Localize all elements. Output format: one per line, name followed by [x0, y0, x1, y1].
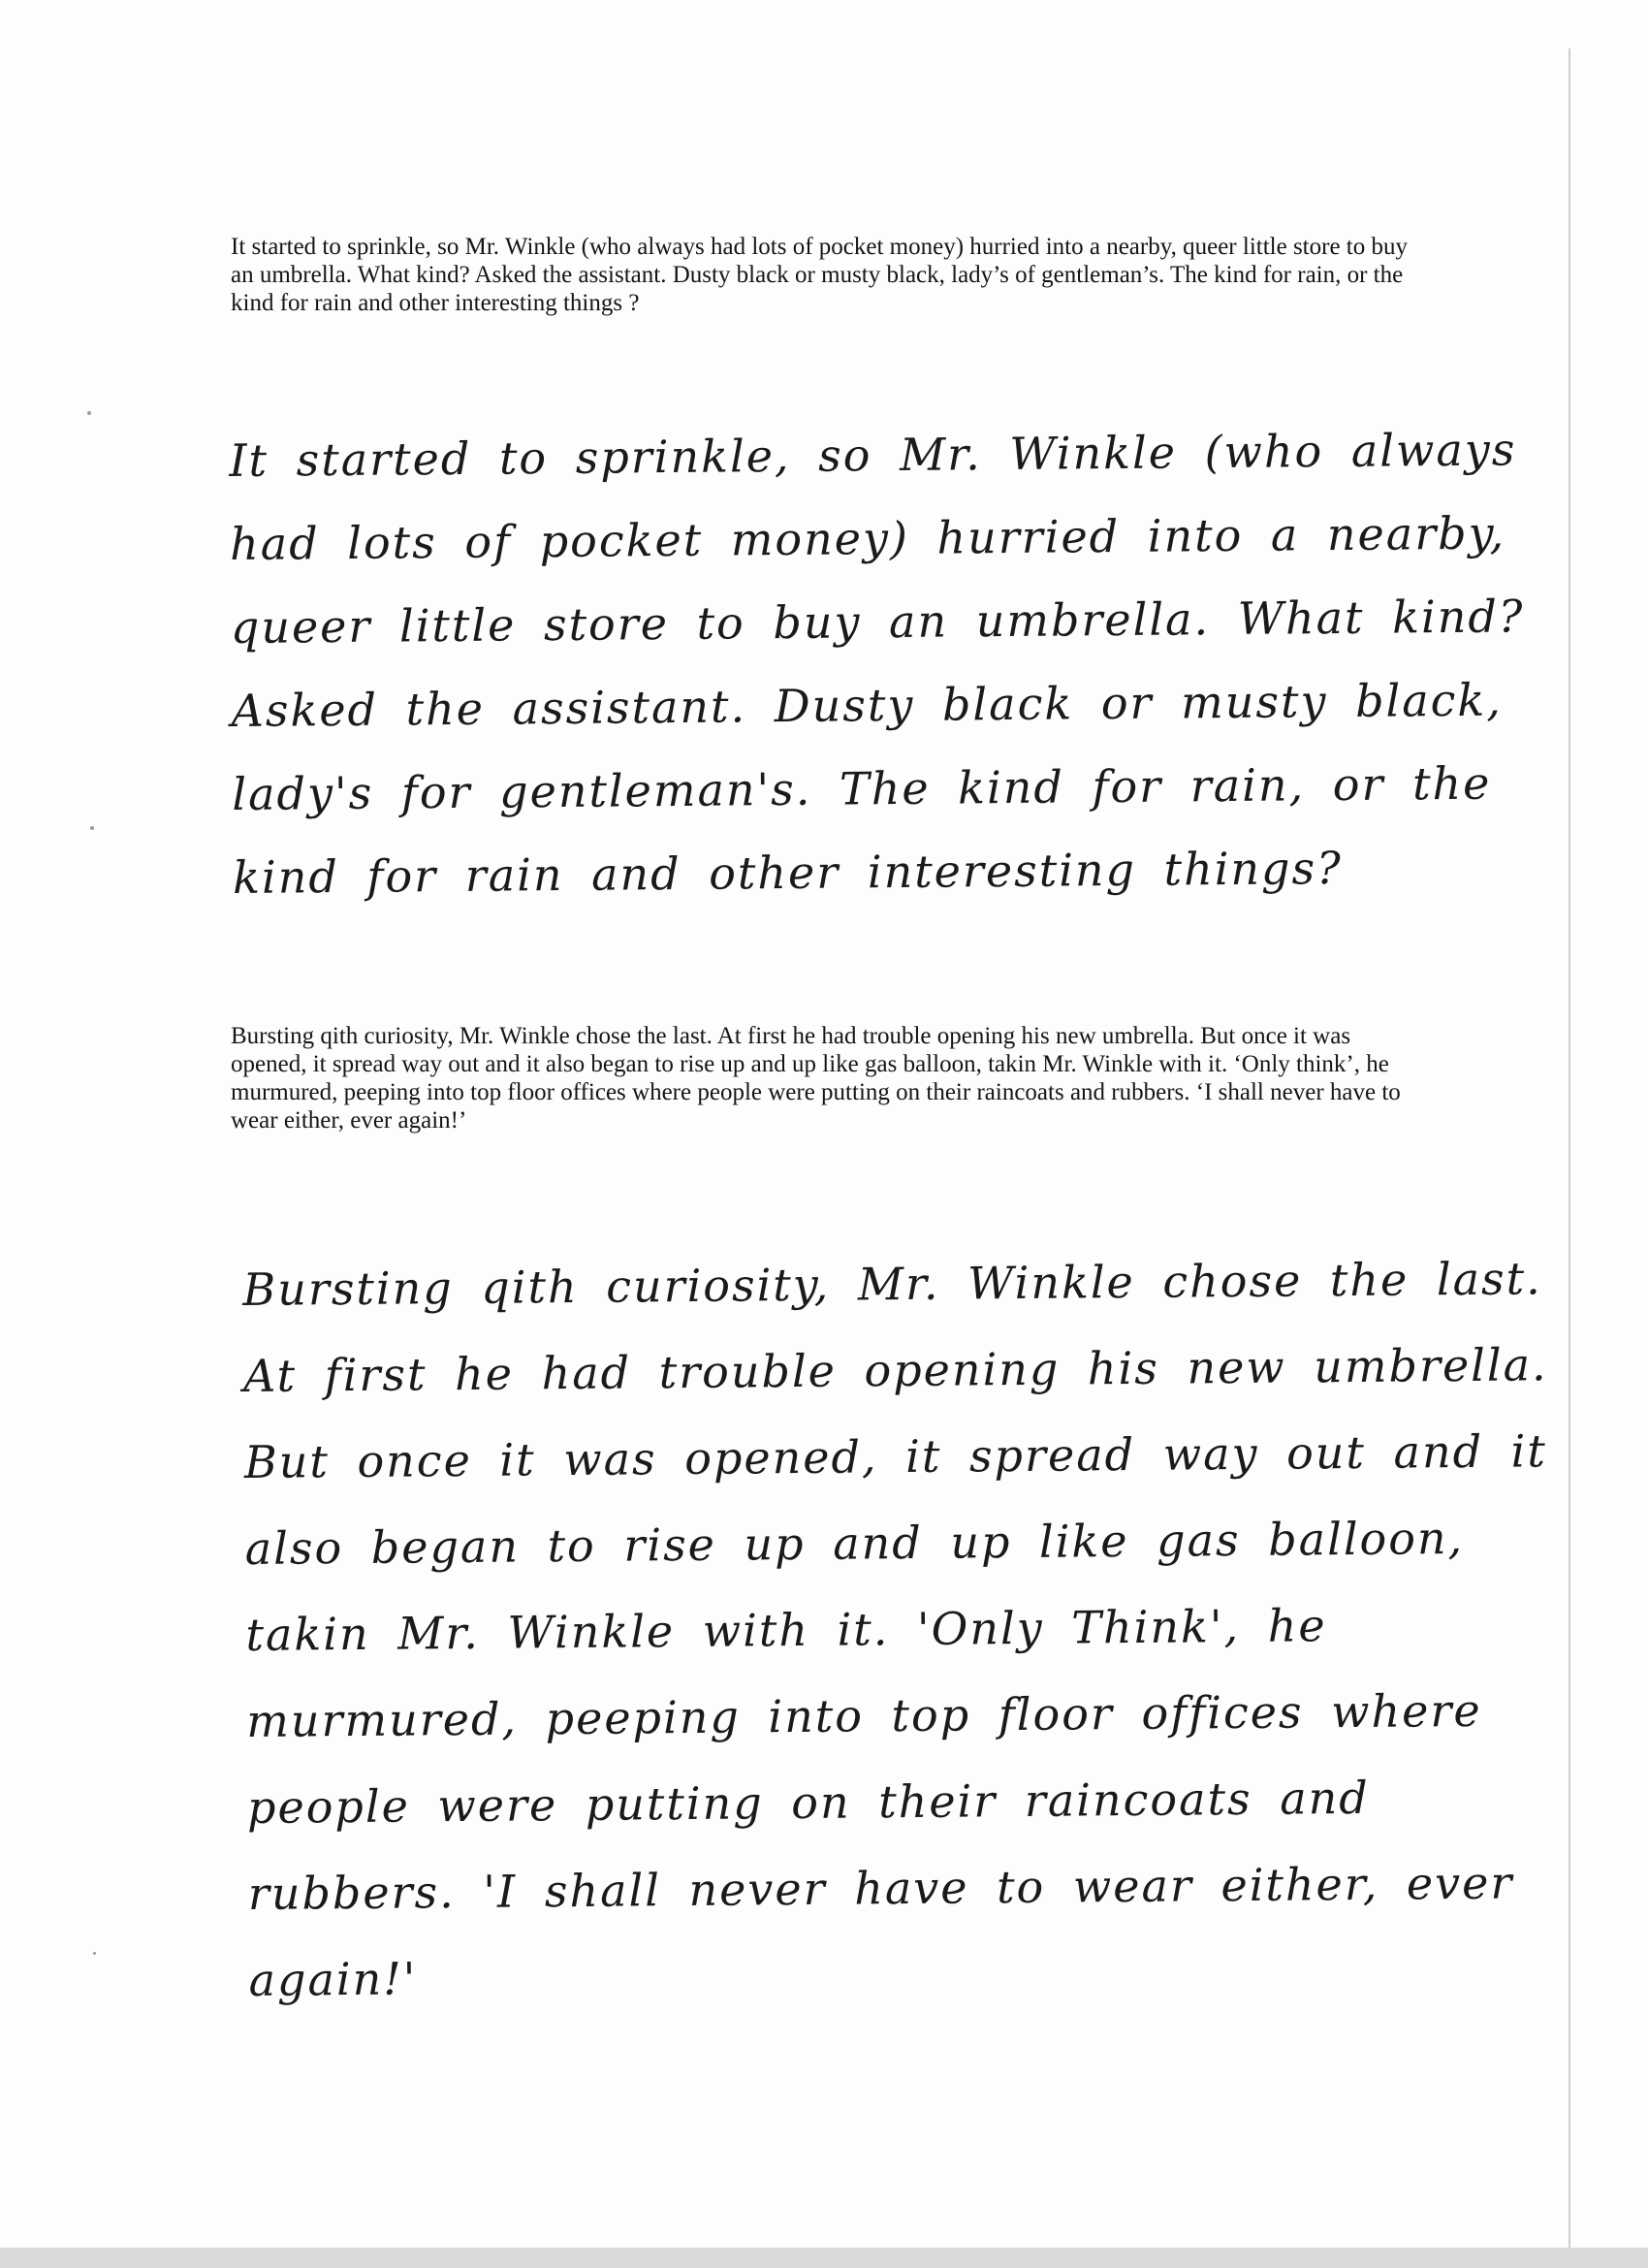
- scan-edge-shadow: [1569, 48, 1570, 2268]
- handwritten-passage-2: Bursting qith curiosity, Mr. Winkle chose the last. At first he had trouble opening his new umbrella. But once it was opened, it spread way out and it also began to rise up and up like gas balloon, takin Mr. Winkle with it. 'Only Think', he murmured, peeping into top floor offices where people were putting on their raincoats and rubbers. 'I shall never have to wear either, ever again!': [242, 1252, 1548, 2006]
- scan-bottom-margin: [0, 2248, 1648, 2268]
- handwritten-passage-1: It started to sprinkle, so Mr. Winkle (who always had lots of pocket money) hurried into a nearby, queer little store to buy an umbrella. What kind? Asked the assistant. Dusty black or musty black, lady's for gentleman's. The kind for rain, or the kind for rain and other interesting things?: [229, 423, 1525, 904]
- printed-passage-2: Bursting qith curiosity, Mr. Winkle chose the last. At first he had trouble opening his new umbrella. But once it was opened, it spread way out and it also began to rise up and up like gas balloon, takin Mr. Winkle with it. ‘Only think’, he murmured, peeping into top floor offices where people were putting on their raincoats and rubbers. ‘I shall never have to wear either, ever again!’: [231, 1023, 1401, 1134]
- scan-speck: [93, 1952, 96, 1955]
- scan-speck: [90, 826, 94, 830]
- printed-passage-1: It started to sprinkle, so Mr. Winkle (who always had lots of pocket money) hurried into a nearby, queer little store to buy an umbrella. What kind? Asked the assistant. Dusty black or musty black, lady’s of gentleman’s. The kind for rain, or the kind for rain and other interesting things ?: [231, 234, 1408, 316]
- scan-speck: [87, 411, 91, 415]
